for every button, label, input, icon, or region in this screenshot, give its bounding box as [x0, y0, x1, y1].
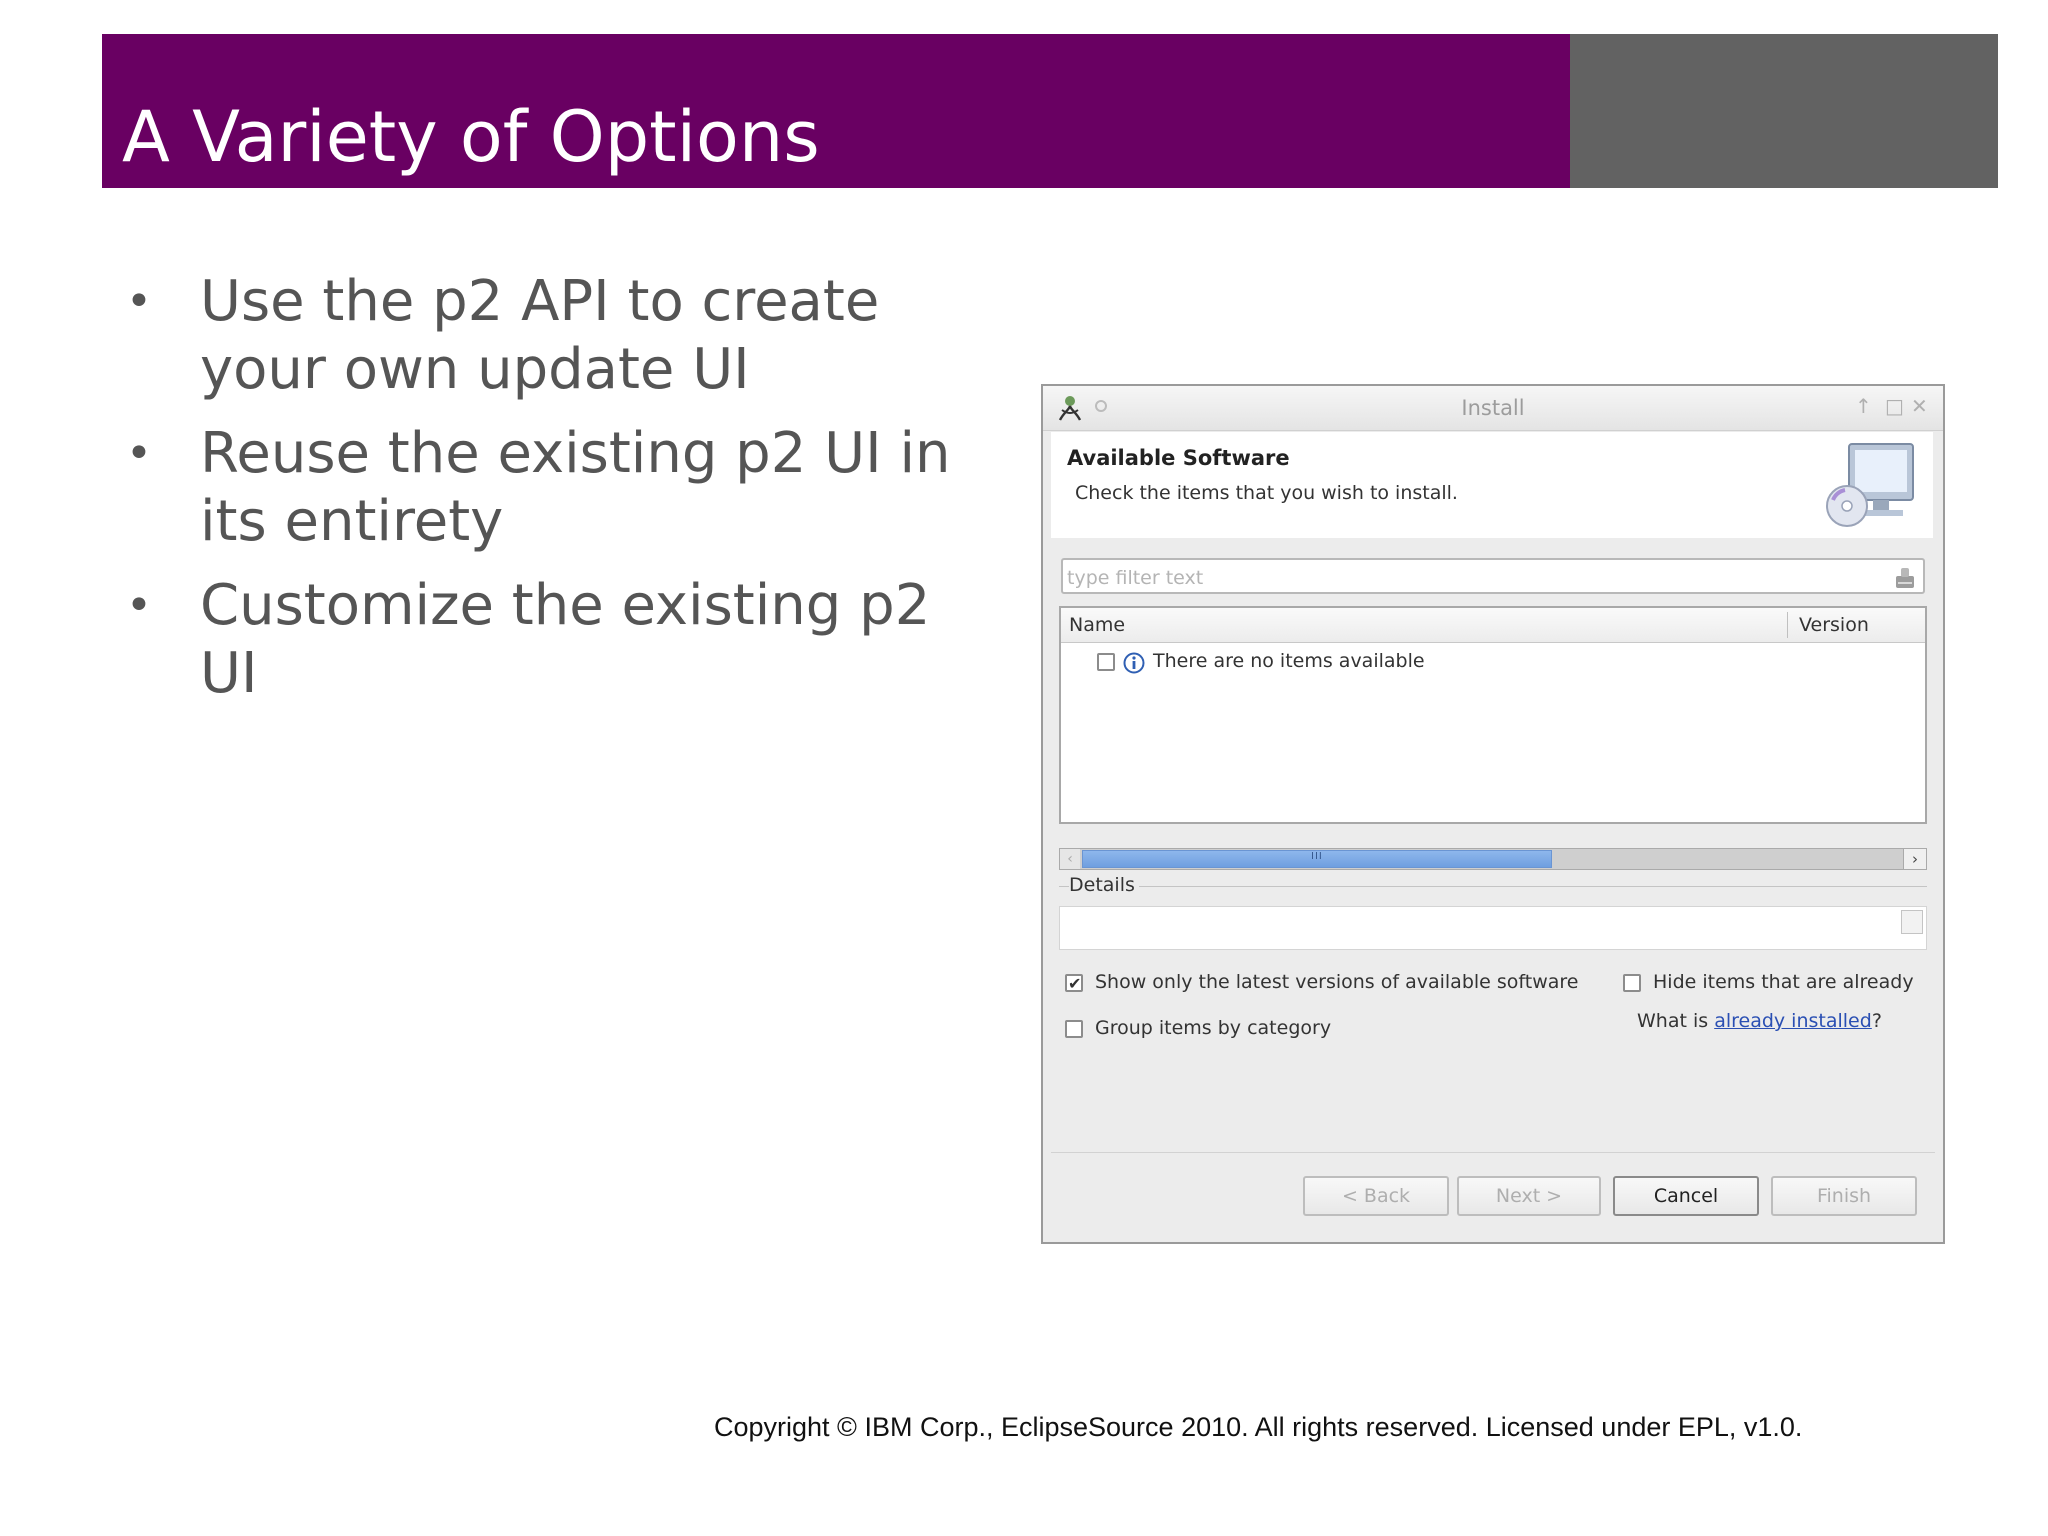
window-titlebar[interactable]: [1043, 386, 1943, 431]
pin-icon[interactable]: ↑: [1855, 394, 1872, 418]
hide-installed-label[interactable]: Hide items that are already: [1653, 971, 1914, 993]
column-header-name[interactable]: Name: [1069, 614, 1126, 636]
show-latest-checkbox[interactable]: [1065, 974, 1083, 992]
bullet-text: Customize the existing p2 UI: [200, 573, 931, 706]
bullet-item: [120, 572, 1000, 708]
group-by-category-label[interactable]: Group items by category: [1095, 1017, 1332, 1039]
column-header-version[interactable]: Version: [1799, 614, 1869, 636]
scroll-left-icon[interactable]: ‹: [1060, 849, 1080, 869]
scroll-right-icon[interactable]: ›: [1903, 849, 1926, 869]
show-latest-label[interactable]: Show only the latest versions of available software: [1095, 971, 1579, 993]
row-text: There are no items available: [1153, 650, 1425, 672]
clear-filter-icon[interactable]: [1893, 564, 1917, 590]
table-header: [1061, 608, 1925, 643]
info-icon: [1123, 652, 1145, 674]
bullet-list: [120, 268, 1000, 724]
details-divider: [1059, 886, 1927, 887]
back-button[interactable]: < Back: [1303, 1176, 1449, 1216]
details-label: Details: [1069, 874, 1139, 896]
bullet-dot-icon: •: [126, 428, 152, 479]
window-title: Install: [1461, 396, 1525, 420]
bullet-text: Use the p2 API to create your own update UI: [200, 269, 880, 402]
horizontal-scrollbar[interactable]: [1059, 848, 1927, 870]
column-divider[interactable]: [1787, 612, 1788, 638]
bullet-dot-icon: •: [126, 580, 152, 631]
group-by-category-checkbox[interactable]: [1065, 1020, 1083, 1038]
already-installed-link[interactable]: already installed: [1714, 1010, 1872, 1032]
what-is-prefix: What is: [1637, 1010, 1715, 1032]
row-checkbox[interactable]: [1097, 653, 1115, 671]
scroll-thumb[interactable]: [1082, 850, 1552, 868]
maximize-icon[interactable]: □: [1885, 394, 1904, 418]
header-description: Check the items that you wish to install.: [1075, 482, 1458, 504]
software-table[interactable]: [1059, 606, 1927, 824]
dialog-header-banner: [1051, 432, 1933, 538]
next-button[interactable]: Next >: [1457, 1176, 1601, 1216]
filter-placeholder: type filter text: [1067, 567, 1204, 589]
details-scroll-icon[interactable]: [1901, 910, 1923, 934]
close-icon[interactable]: ✕: [1911, 394, 1928, 418]
slide-title: A Variety of Options: [122, 96, 820, 178]
scroll-grip: III: [1311, 851, 1323, 862]
hide-installed-checkbox[interactable]: [1623, 974, 1641, 992]
checkmark-icon: ✔: [1068, 974, 1082, 993]
monitor-cd-icon: [1823, 440, 1919, 532]
title-accent-block: [1570, 34, 1998, 188]
finish-button[interactable]: Finish: [1771, 1176, 1917, 1216]
install-dialog: [1041, 384, 1945, 1244]
bullet-item: [120, 268, 1000, 404]
bullet-dot-icon: •: [126, 276, 152, 327]
copyright-footer: Copyright © IBM Corp., EclipseSource 2010. All rights reserved. Licensed under EPL, v1.0.: [714, 1412, 1803, 1442]
details-text-area[interactable]: [1059, 906, 1927, 950]
what-is-installed-text: [1637, 1010, 1882, 1032]
button-bar-divider: [1051, 1152, 1935, 1153]
header-title: Available Software: [1067, 446, 1290, 470]
cancel-button[interactable]: Cancel: [1613, 1176, 1759, 1216]
bullet-text: Reuse the existing p2 UI in its entirety: [200, 421, 951, 554]
bullet-item: [120, 420, 1000, 556]
what-is-suffix: ?: [1871, 1010, 1882, 1032]
